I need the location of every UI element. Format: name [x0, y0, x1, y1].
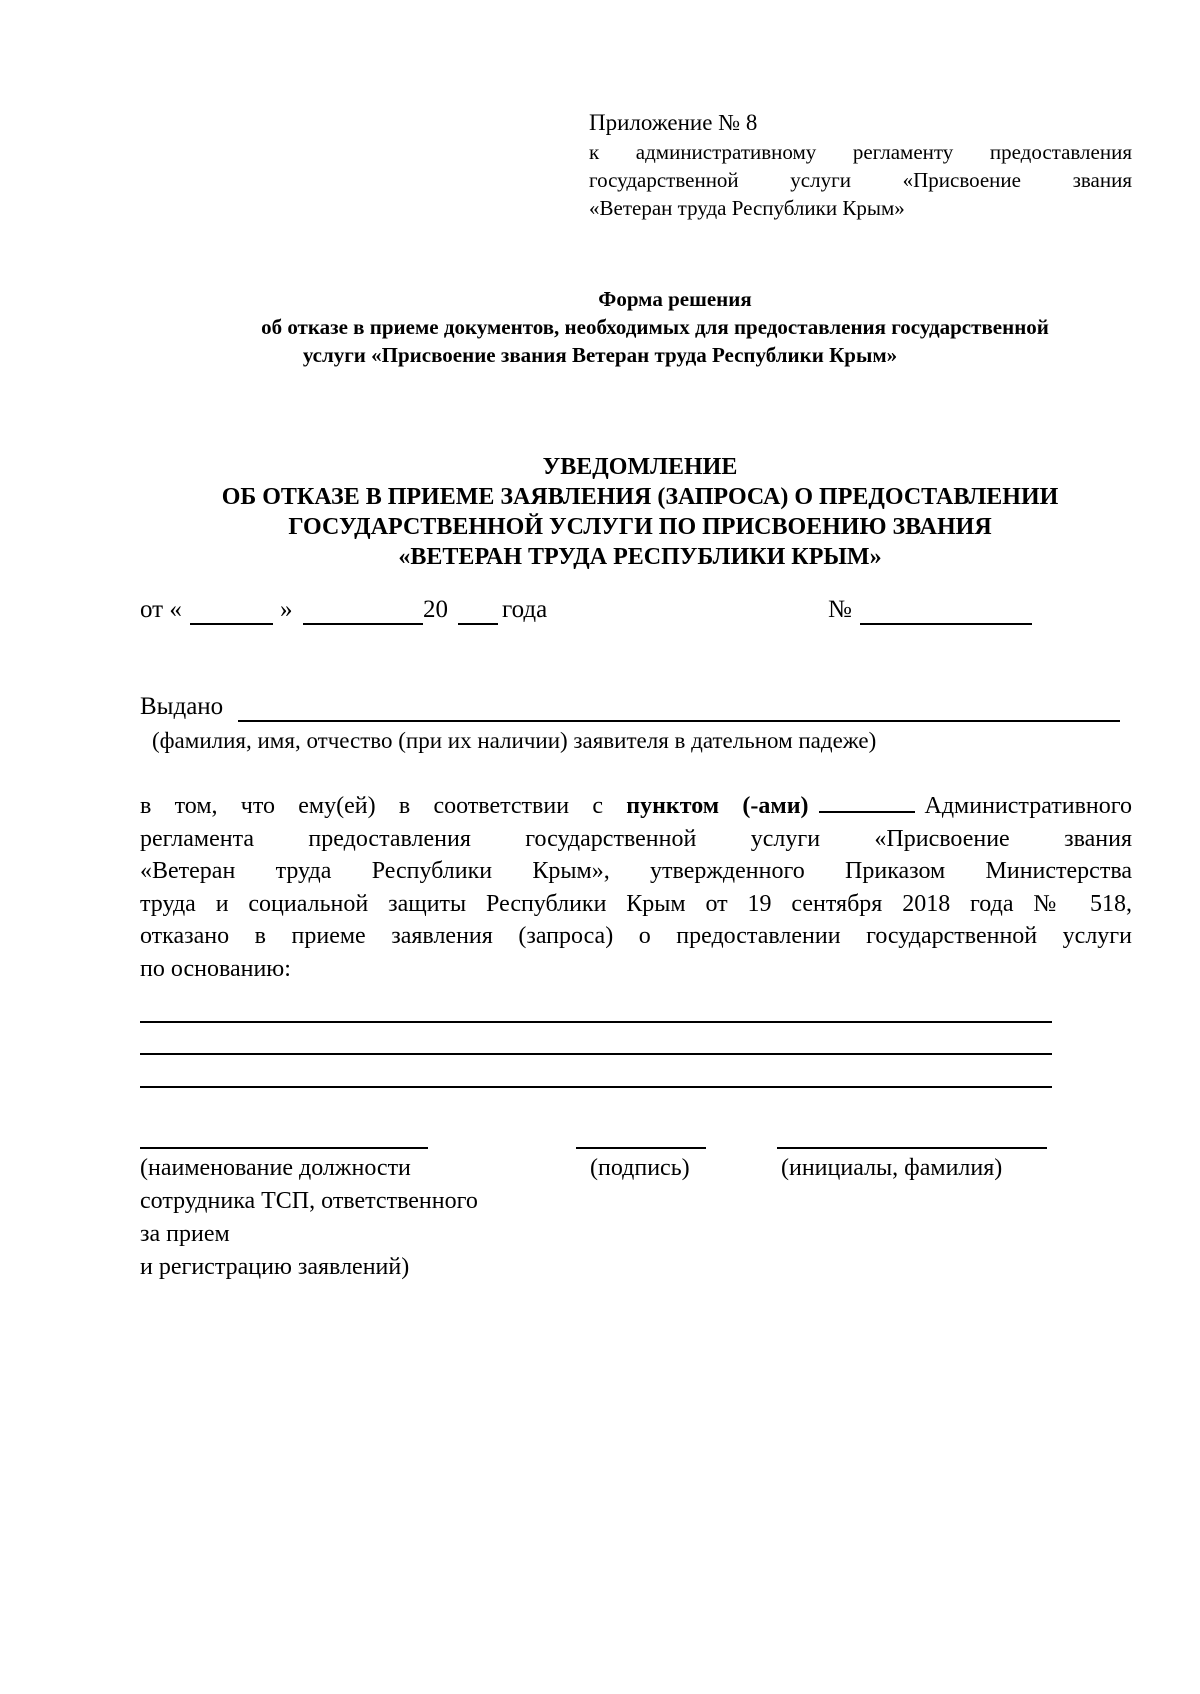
date-year-prefix: 20: [423, 596, 448, 623]
issued-note: (фамилия, имя, отчество (при их наличии) заявителя в дательном падеже): [152, 728, 877, 753]
notice-body: [140, 790, 1132, 985]
appendix-line-3: «Ветеран труда Республики Крым»: [589, 196, 905, 220]
form-title: [140, 285, 1170, 369]
body-line-5: отказано в приеме заявления (запроса) о предоставлении государственной услуги: [140, 923, 1132, 949]
date-year-label: года: [502, 596, 548, 623]
body-line-3: «Ветеран труда Республики Крым», утвержденного Приказом Министерства: [140, 858, 1132, 884]
basis-line-2[interactable]: [140, 1053, 1052, 1055]
date-day-field[interactable]: [190, 623, 273, 625]
date-close-quote: »: [280, 596, 293, 623]
date-month-field[interactable]: [303, 623, 423, 625]
position-caption-line-2: сотрудника ТСП, ответственного: [140, 1188, 478, 1214]
form-title-line-1: Форма решения: [598, 287, 752, 311]
body-clause-bold: пунктом (-ами): [626, 793, 809, 819]
basis-line-1[interactable]: [140, 1021, 1052, 1023]
position-caption-line-1: (наименование должности: [140, 1155, 411, 1181]
body-line-2: регламента предоставления государственной услуги «Присвоение звания: [140, 825, 1132, 852]
appendix-line-1: к административному регламенту предоставления: [589, 140, 1132, 164]
signature-line[interactable]: [576, 1147, 706, 1149]
body-line-4: труда и социальной защиты Республики Крым от 19 сентября 2018 года № 518,: [140, 890, 1132, 917]
position-caption-line-3: за прием: [140, 1221, 230, 1247]
initials-signature-line[interactable]: [777, 1147, 1047, 1149]
clause-number-field[interactable]: [819, 791, 915, 813]
issued-to-field[interactable]: [238, 720, 1120, 722]
form-title-line-3: услуги «Присвоение звания Ветеран труда Республики Крым»: [302, 343, 898, 367]
issued-label: Выдано: [140, 693, 224, 720]
notice-line-4: «ВЕТЕРАН ТРУДА РЕСПУБЛИКИ КРЫМ»: [398, 544, 882, 570]
notice-heading: [140, 452, 1140, 572]
document-number-field[interactable]: [860, 623, 1032, 625]
notice-line-1: УВЕДОМЛЕНИЕ: [542, 454, 738, 480]
notice-line-2: ОБ ОТКАЗЕ В ПРИЕМЕ ЗАЯВЛЕНИЯ (ЗАПРОСА) О ПРЕДОСТАВЛЕНИИ: [221, 484, 1059, 510]
body-line-6: по основанию:: [140, 955, 291, 982]
appendix-reference: [589, 108, 1132, 222]
position-caption: [140, 1152, 478, 1284]
body-line-1-end: Административного: [924, 793, 1132, 819]
number-label: №: [828, 596, 852, 623]
position-caption-line-4: и регистрацию заявлений): [140, 1254, 410, 1280]
initials-caption: (инициалы, фамилия): [781, 1155, 1003, 1181]
body-line-1-start: в том, что ему(ей) в соответствии с: [140, 793, 603, 819]
appendix-number: Приложение № 8: [589, 110, 758, 135]
date-number-line: [140, 596, 1040, 630]
date-year-field[interactable]: [458, 623, 498, 625]
signature-caption: (подпись): [590, 1155, 690, 1181]
form-title-line-2: об отказе в приеме документов, необходимых для предоставления государственной: [261, 315, 1049, 339]
appendix-line-2: государственной услуги «Присвоение звания: [589, 168, 1132, 192]
notice-line-3: ГОСУДАРСТВЕННОЙ УСЛУГИ ПО ПРИСВОЕНИЮ ЗВАНИЯ: [288, 514, 992, 540]
body-line-1: [140, 790, 1132, 823]
basis-line-3[interactable]: [140, 1086, 1052, 1088]
position-signature-line[interactable]: [140, 1147, 428, 1149]
date-from-label: от «: [140, 596, 182, 623]
